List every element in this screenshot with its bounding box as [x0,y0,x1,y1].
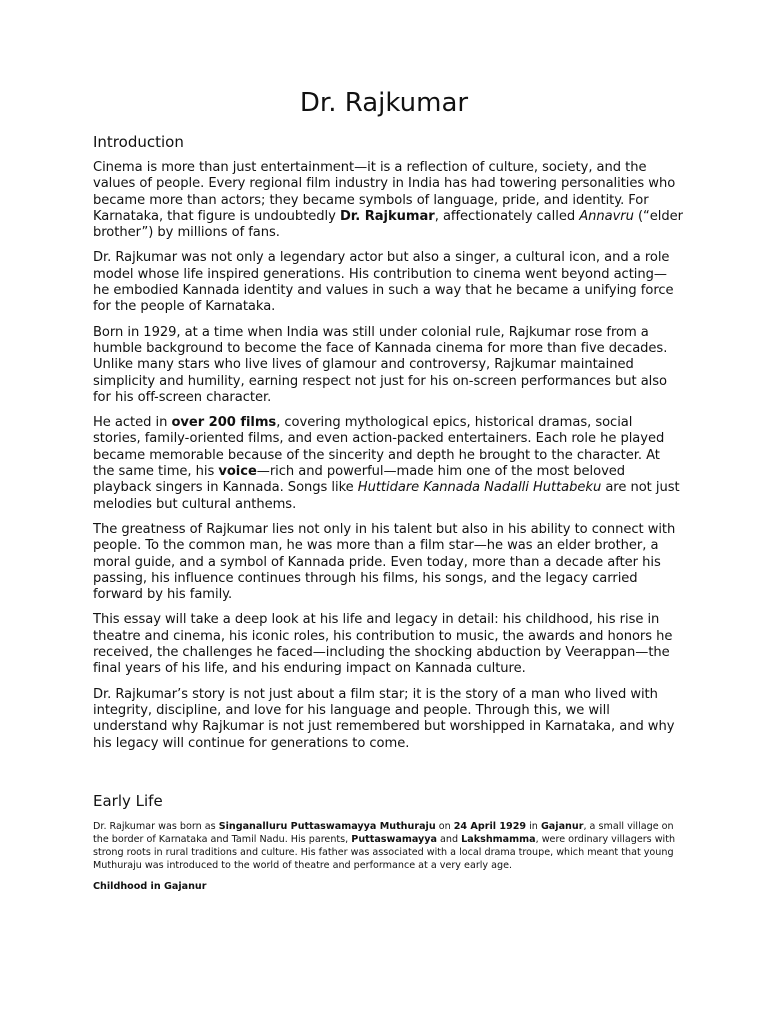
text-run: , covering mythological epics, historical dramas, social stories, family-oriented films, and even action-packed entertainers. Each role he played became memorable because of the sincerity and depth he brought to the character. At the same time, his [93,415,665,480]
text-run: on [435,821,454,832]
text-run: are not just melodies but cultural anthems. [93,480,680,512]
bold-mother-name: Lakshmamma [461,834,536,845]
section-heading-early-life: Early Life [93,792,163,810]
italic-song-title: Huttidare Kannada Nadalli Huttabeku [357,480,602,496]
page-title: Dr. Rajkumar [299,88,469,118]
text-run: , were ordinary villagers with strong roots in rural traditions and culture. His father was associated with a local drama troupe, which meant that young Muthuraju was introduced to the world of theatre and performance at a very early age. [93,834,676,871]
text-run: , affectionately called [434,208,580,224]
intro-paragraph-5: The greatness of Rajkumar lies not only in his talent but also in his ability to connect with people. To the common man, he was more than a film star—he was an elder brother, a moral guide, and a symbol of Kannada pride. Even today, more than a decade after his passing, his influence continues through his films, his songs, and the legacy carried forward by his family. [93,521,676,603]
bold-voice: voice [218,464,257,480]
intro-paragraph-1 [93,160,683,241]
text-run: in [526,821,541,832]
text-run: (“elder brother”) by millions of fans. [93,208,683,241]
early-life-body [93,820,683,901]
intro-paragraph-4 [93,415,683,513]
subheading-text: Childhood in Gajanur [93,881,207,892]
bold-birth-name: Singanalluru Puttaswamayya Muthuraju [218,821,436,832]
bold-father-name: Puttaswamayya [351,834,437,845]
text-run: Dr. Rajkumar was born as [93,821,219,832]
bold-birthplace: Gajanur [540,821,584,832]
bold-birth-date: 24 April 1929 [453,821,527,832]
intro-paragraph-3: Born in 1929, at a time when India was still under colonial rule, Rajkumar rose from a humble background to become the face of Kannada cinema for more than five decades. Unlike many stars who live lives of glamour and controversy, Rajkumar maintained simplicity and humility, earning respect not just for his on-screen performances but also for his off-screen character. [93,324,668,405]
text-run: —rich and powerful—made him one of the most beloved playback singers in Kannada. Songs like [93,464,626,496]
introduction-body [93,160,683,761]
italic-nickname: Annavru [579,208,634,224]
bold-name: Dr. Rajkumar [339,208,435,224]
section-heading-introduction: Introduction [93,133,184,151]
intro-paragraph-2: Dr. Rajkumar was not only a legendary actor but also a singer, a cultural icon, and a role model whose life inspired generations. His contribution to cinema went beyond acting—he embodied Kannada identity and values in such a way that he became a unifying force for the people of Karnataka. [93,250,674,315]
text-run: and [437,834,462,845]
early-life-paragraph-1 [93,820,683,872]
text-run: Cinema is more than just entertainment—it is a reflection of culture, society, and the values of people. Every regional film industry in India has had towering personalities who became more than actors; they became symbols of language, pride, and identity. For Karnataka, that figure is undoubtedly [93,160,676,224]
subheading-childhood [93,880,683,893]
intro-paragraph-7: Dr. Rajkumar’s story is not just about a film star; it is the story of a man who lived with integrity, discipline, and love for his language and people. Through this, we will understand why Rajkumar is not just remembered but worshipped in Karnataka, and why his legacy will continue for generations to come. [93,686,675,751]
bold-film-count: over 200 films [171,415,277,431]
text-run: , a small village on the border of Karnataka and Tamil Nadu. His parents, [93,821,674,845]
intro-paragraph-6: This essay will take a deep look at his life and legacy in detail: his childhood, his rise in theatre and cinema, his iconic roles, his contribution to music, the awards and honors he received, the challenges he faced—including the shocking abduction by Veerappan—the final years of his life, and his enduring impact on Kannada culture. [93,612,673,677]
text-run: He acted in [93,415,172,431]
